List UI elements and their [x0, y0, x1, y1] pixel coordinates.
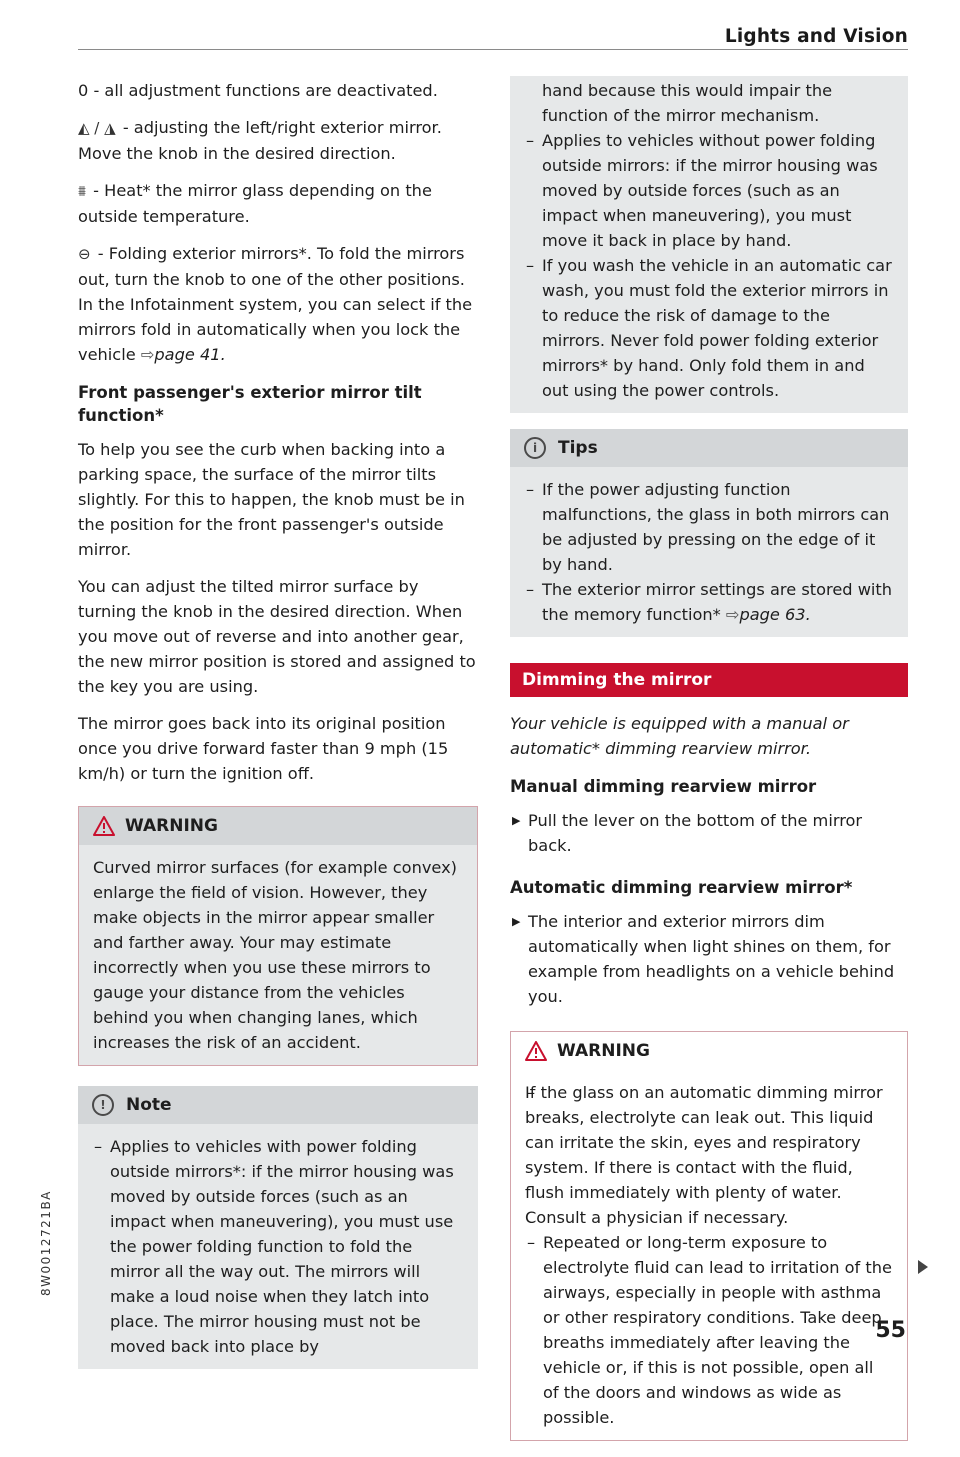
para-off: 0 - all adjustment functions are deactivated. — [78, 81, 438, 100]
left-column — [78, 78, 478, 1385]
warning-box-left — [78, 806, 478, 1066]
note-item-1-continued: hand because this would impair the function of the mirror mechanism. — [542, 81, 833, 125]
note-header — [78, 1086, 478, 1124]
section-heading-dimming: Dimming the mirror — [510, 663, 908, 697]
continue-arrow-icon — [918, 1260, 928, 1274]
auto-step — [510, 909, 908, 1009]
tips-item-2-text: The exterior mirror settings are stored with the memory function* — [542, 580, 893, 624]
warning-title: WARNING — [557, 1040, 650, 1061]
page-reference-text: page 41. — [154, 345, 226, 364]
para-heat — [78, 178, 478, 229]
document-code: 8W0012721BA — [39, 1190, 53, 1296]
warning-body: Curved mirror surfaces (for example convex) enlarge the field of vision. However, they make objects in the mirror appear smaller and farther away. Your may estimate incorrectly when you use these mirrors to gauge your distance from the vehicles behind you when changing lanes, which increases the risk of an accident. — [93, 858, 457, 1052]
warning-item-1: – If the glass on an automatic dimming mirror breaks, electrolyte can leak out. This liquid can irritate the skin, eyes and respiratory system. If there is contact with the fluid, flush immediately with plenty of water. Consult a physician if necessary. — [525, 1080, 893, 1230]
tips-box — [510, 429, 908, 637]
note-list — [92, 1134, 464, 1359]
note-item-3: – If you wash the vehicle in an automatic car wash, you must fold the exterior mirrors in to reduce the risk of damage to the mirrors. Never fold power folding exterior mirrors* by hand. Only fold them in and out using the power controls. — [524, 253, 894, 403]
heading-tilt-function: Front passenger's exterior mirror tilt function* — [78, 383, 422, 425]
warning-header — [79, 807, 477, 845]
header-title: Lights and Vision — [724, 26, 908, 47]
page-reference-text-63: page 63. — [739, 605, 811, 624]
note-title: Note — [126, 1094, 172, 1115]
warning-item-2: – Repeated or long-term exposure to electrolyte fluid can lead to irritation of the airways, especially in people with asthma or other respiratory conditions. Take deep breaths immediately after leaving the vehicle or, if this is not possible, open all of the doors and windows as wide as possible. — [525, 1230, 893, 1430]
heading-manual-dimming: Manual dimming rearview mirror — [510, 777, 817, 796]
tips-header — [510, 429, 908, 467]
note-exclamation-icon: ! — [92, 1094, 114, 1116]
warning-list — [525, 1080, 893, 1430]
para-fold — [78, 241, 478, 367]
mirror-heat-icon: ⩩ — [78, 182, 87, 200]
tilt-paragraph-3: The mirror goes back into its original position once you drive forward faster than 9 mph (15 km/h) or turn the ignition off. — [78, 714, 449, 783]
note-box-continued — [510, 76, 908, 413]
mirror-fold-icon: ⊖ — [78, 245, 91, 263]
arrow-right-icon: ⇨ — [725, 605, 740, 624]
note-item-2: – Applies to vehicles without power folding outside mirrors: if the mirror housing was moved by outside forces (such as an impact when maneuvering), you must move it back in place by hand. — [524, 128, 894, 253]
tilt-paragraph-2: You can adjust the tilted mirror surface by turning the knob in the desired direction. When you move out of reverse and into another gear, the new mirror position is stored and assigned to the key you are using. — [78, 577, 476, 696]
note-list-continued — [524, 128, 894, 403]
tilt-paragraph-1: To help you see the curb when backing into a parking space, the surface of the mirror tilts slightly. For this to happen, the knob must be in the position for the front passenger's outside mirror. — [78, 440, 465, 559]
warning-triangle-icon — [93, 816, 115, 836]
header-rule — [78, 49, 908, 50]
tips-list — [524, 477, 894, 627]
page-number: 55 — [875, 1318, 906, 1343]
warning-header — [511, 1032, 907, 1070]
manual-step-text: Pull the lever on the bottom of the mirror back. — [528, 811, 863, 855]
note-box — [78, 1086, 478, 1369]
auto-step-text: The interior and exterior mirrors dim automatically when light shines on them, for example from headlights on a vehicle behind you. — [528, 912, 895, 1006]
mirror-left-right-icon: ◭ / ◮ — [78, 119, 116, 137]
tips-item-1: – If the power adjusting function malfunctions, the glass in both mirrors can be adjusted by pressing on the edge of it by hand. — [524, 477, 894, 577]
note-item-1: – Applies to vehicles with power folding outside mirrors*: if the mirror housing was moved by outside forces (such as an impact when maneuvering), you must use the power folding function to fold the mirror all the way out. The mirrors will make a loud noise when they latch into place. The mirror housing must not be moved back into place by — [92, 1134, 464, 1359]
para-adjust-text: - adjusting the left/right exterior mirror. Move the knob in the desired direction. — [78, 118, 442, 163]
warning-triangle-icon — [525, 1041, 547, 1061]
page-reference-link-63[interactable] — [726, 605, 811, 624]
heading-automatic-dimming: Automatic dimming rearview mirror* — [510, 878, 853, 897]
page-reference-link[interactable] — [141, 345, 226, 364]
info-icon: i — [524, 437, 546, 459]
right-column — [510, 78, 908, 1457]
para-fold-text: - Folding exterior mirrors*. To fold the mirrors out, turn the knob to one of the other positions. In the Infotainment system, you can select if the mirrors fold in automatically when you lock the vehicle — [78, 244, 473, 364]
arrow-right-icon: ⇨ — [140, 345, 155, 364]
tips-item-2 — [524, 577, 894, 627]
warning-title: WARNING — [125, 815, 218, 836]
para-adjust — [78, 115, 478, 166]
warning-box-right — [510, 1031, 908, 1441]
step-arrow-icon: ▶ — [512, 915, 521, 928]
step-arrow-icon: ▶ — [512, 814, 521, 827]
manual-step — [510, 808, 908, 858]
tips-title: Tips — [558, 437, 598, 458]
section-intro: Your vehicle is equipped with a manual or automatic* dimming rearview mirror. — [510, 714, 849, 758]
para-heat-text: - Heat* the mirror glass depending on the outside temperature. — [78, 181, 432, 226]
